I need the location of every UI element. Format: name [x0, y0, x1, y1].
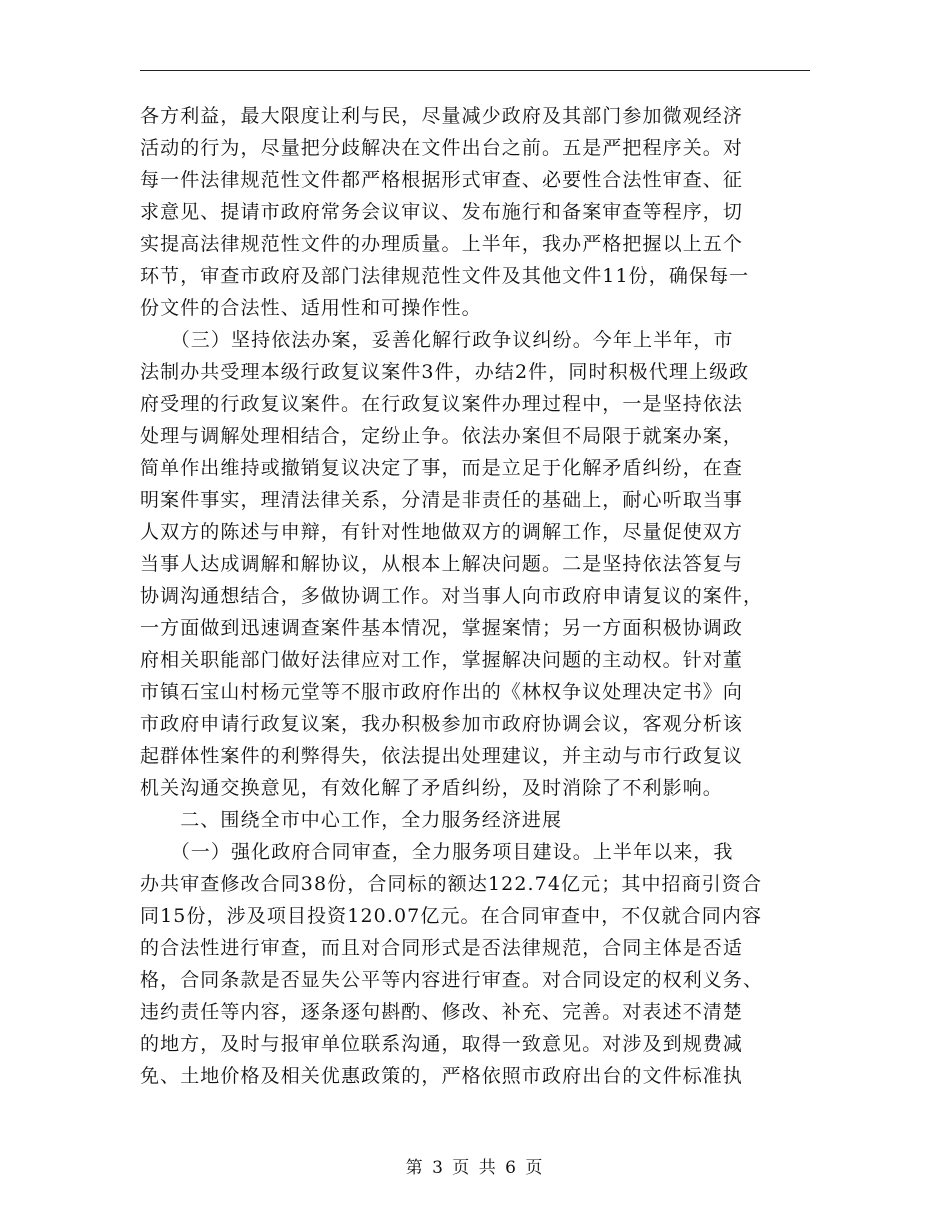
text-line: 活动的行为，尽量把分歧解决在文件出台之前。五是严把程序关。对	[140, 137, 744, 159]
text-line: 当事人达成调解和解协议，从根本上解决问题。二是坚持依法答复与	[140, 553, 744, 575]
text-line: 各方利益，最大限度让利与民，尽量减少政府及其部门参加微观经济	[140, 105, 744, 127]
text-line: （三）坚持依法办案，妥善化解行政争议纠纷。今年上半年，市	[140, 329, 734, 351]
text-line: 办共审查修改合同38份，合同标的额达122.74亿元；其中招商引资合	[140, 873, 763, 895]
text-line: 的合法性进行审查，而且对合同形式是否法律规范，合同主体是否适	[140, 937, 744, 959]
text-line: 府相关职能部门做好法律应对工作，掌握解决问题的主动权。针对董	[140, 649, 744, 671]
text-line: 协调沟通想结合，多做协调工作。对当事人向市政府申请复议的案件，	[140, 585, 764, 607]
text-line: （一）强化政府合同审查，全力服务项目建设。上半年以来，我	[140, 841, 734, 863]
text-line: 实提高法律规范性文件的办理质量。上半年，我办严格把握以上五个	[140, 233, 744, 255]
text-line: 同15份，涉及项目投资120.07亿元。在合同审查中，不仅就合同内容	[140, 905, 763, 927]
text-line: 市镇石宝山村杨元堂等不服市政府作出的《林权争议处理决定书》向	[140, 681, 744, 703]
text-line: 一方面做到迅速调查案件基本情况，掌握案情；另一方面积极协调政	[140, 617, 744, 639]
text-line: 处理与调解处理相结合，定纷止争。依法办案但不局限于就案办案，	[140, 425, 744, 447]
page-number: 第 3 页 共 6 页	[405, 1158, 545, 1178]
text-line: 免、土地价格及相关优惠政策的，严格依照市政府出台的文件标准执	[140, 1065, 744, 1087]
text-line: 市政府申请行政复议案，我办积极参加市政府协调会议，客观分析该	[140, 713, 744, 735]
text-line: 明案件事实，理清法律关系，分清是非责任的基础上，耐心听取当事	[140, 489, 744, 511]
text-line: 府受理的行政复议案件。在行政复议案件办理过程中，一是坚持依法	[140, 393, 744, 415]
text-line: 简单作出维持或撤销复议决定了事，而是立足于化解矛盾纠纷，在查	[140, 457, 744, 479]
text-line: 违约责任等内容，逐条逐句斟酌、修改、补充、完善。对表述不清楚	[140, 1001, 744, 1023]
document-body	[140, 100, 810, 1092]
text-line: 法制办共受理本级行政复议案件3件，办结2件，同时积极代理上级政	[140, 361, 750, 383]
text-line: 的地方，及时与报审单位联系沟通，取得一致意见。对涉及到规费减	[140, 1033, 744, 1055]
text-line: 每一件法律规范性文件都严格根据形式审查、必要性合法性审查、征	[140, 169, 744, 191]
text-line: 机关沟通交换意见，有效化解了矛盾纠纷，及时消除了不利影响。	[140, 777, 723, 799]
text-line: 起群体性案件的利弊得失，依法提出处理建议，并主动与市行政复议	[140, 745, 744, 767]
text-line: 格，合同条款是否显失公平等内容进行审查。对合同设定的权利义务、	[140, 969, 764, 991]
text-line: 环节，审查市政府及部门法律规范性文件及其他文件11份，确保每一	[140, 265, 750, 287]
text-line: 份文件的合法性、适用性和可操作性。	[140, 297, 482, 319]
header-rule	[140, 70, 810, 71]
text-line: 人双方的陈述与申辩，有针对性地做双方的调解工作，尽量促使双方	[140, 521, 744, 543]
section-heading: 二、围绕全市中心工作，全力服务经济进展	[140, 809, 563, 831]
text-line: 求意见、提请市政府常务会议审议、发布施行和备案审查等程序，切	[140, 201, 744, 223]
